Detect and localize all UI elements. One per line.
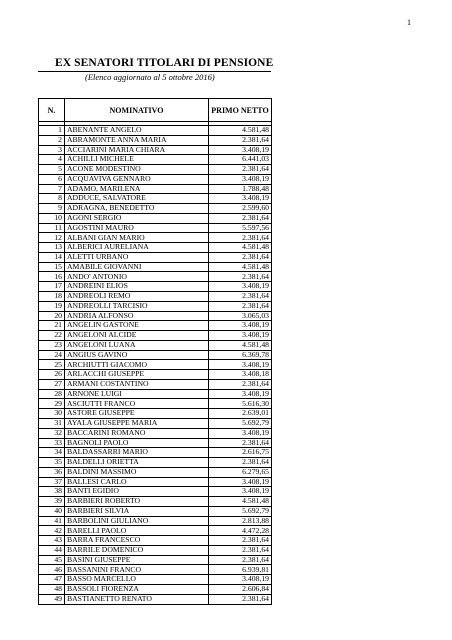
senator-name: BARRA FRANCESCO [65,536,209,546]
table-row [39,311,272,321]
row-number: 5 [39,165,65,175]
net-amount: 2.381,64 [209,165,272,175]
senator-name: BALDASSARRI MARIO [65,448,209,458]
net-amount: 3.408,19 [209,477,272,487]
row-number: 24 [39,350,65,360]
column-header-amount: PRIMO NETTO [209,99,272,122]
senator-name: ANGIUS GAVINO [65,350,209,360]
senator-name: ARMANI COSTANTINO [65,379,209,389]
table-row [39,252,272,262]
table-row [39,584,272,594]
net-amount: 2.381,64 [209,458,272,468]
table-row [39,399,272,409]
senator-name: ABENANTE ANGELO [65,126,209,136]
table-row [39,477,272,487]
senator-name: ABRAMONTE ANNA MARIA [65,135,209,145]
senator-name: ALETTI URBANO [65,252,209,262]
senator-name: ACONE MODESTINO [65,165,209,175]
senator-name: ANGELONI LUANA [65,340,209,350]
row-number: 3 [39,145,65,155]
net-amount: 5.692,79 [209,418,272,428]
net-amount: 2.381,64 [209,545,272,555]
net-amount: 2.381,64 [209,213,272,223]
senator-name: ANDO' ANTONIO [65,272,209,282]
table-row [39,467,272,477]
senator-name: ADAMO, MARILENA [65,184,209,194]
senator-name: BASSO MARCELLO [65,575,209,585]
net-amount: 2.606,84 [209,584,272,594]
row-number: 13 [39,243,65,253]
net-amount: 2.639,01 [209,409,272,419]
senator-name: BASINI GIUSEPPE [65,555,209,565]
senator-name: ARCHIUTTI GIACOMO [65,360,209,370]
net-amount: 2.381,64 [209,272,272,282]
table-row [39,145,272,155]
net-amount: 2.381,64 [209,135,272,145]
row-number: 10 [39,213,65,223]
row-number: 30 [39,409,65,419]
table-header-row [39,99,272,122]
table-row [39,497,272,507]
table-row [39,594,272,604]
senator-name: BALDINI MASSIMO [65,467,209,477]
row-number: 22 [39,331,65,341]
table-row [39,331,272,341]
senator-name: BASTIANETTO RENATO [65,594,209,604]
senator-name: BARBIERI ROBERTO [65,497,209,507]
net-amount: 3.408,19 [209,428,272,438]
senator-name: BALDELLI ORIETTA [65,458,209,468]
table-row [39,282,272,292]
net-amount: 3.408,19 [209,145,272,155]
senator-name: AGONI SERGIO [65,213,209,223]
row-number: 7 [39,184,65,194]
senator-name: ANDREOLLI TARCISIO [65,301,209,311]
table-row [39,321,272,331]
senator-name: BARBOLINI GIULIANO [65,516,209,526]
table-row [39,379,272,389]
row-number: 17 [39,282,65,292]
column-header-number: N. [39,99,65,122]
table-row [39,487,272,497]
senator-name: ANDREINI ELIOS [65,282,209,292]
table-row [39,243,272,253]
row-number: 25 [39,360,65,370]
row-number: 39 [39,497,65,507]
table-row [39,438,272,448]
table-row [39,409,272,419]
net-amount: 4.581,48 [209,497,272,507]
row-number: 23 [39,340,65,350]
senator-name: ALBANI GIAN MARIO [65,233,209,243]
net-amount: 2.381,64 [209,594,272,604]
table-row [39,575,272,585]
net-amount: 2.381,64 [209,379,272,389]
net-amount: 2.813,88 [209,516,272,526]
row-number: 46 [39,565,65,575]
table-row [39,506,272,516]
row-number: 32 [39,428,65,438]
net-amount: 4.581,48 [209,243,272,253]
table-row [39,555,272,565]
row-number: 49 [39,594,65,604]
table-row [39,428,272,438]
table-row [39,516,272,526]
table-row [39,418,272,428]
column-header-name: NOMINATIVO [65,99,209,122]
net-amount: 6.369,78 [209,350,272,360]
table-row [39,165,272,175]
row-number: 42 [39,526,65,536]
row-number: 31 [39,418,65,428]
net-amount: 3.408,19 [209,174,272,184]
table-row [39,135,272,145]
net-amount: 5.597,56 [209,223,272,233]
senator-name: BAGNOLI PAOLO [65,438,209,448]
net-amount: 4.581,48 [209,340,272,350]
senator-name: ASTORE GIUSEPPE [65,409,209,419]
table-row [39,155,272,165]
row-number: 26 [39,370,65,380]
net-amount: 3.408,19 [209,194,272,204]
row-number: 41 [39,516,65,526]
row-number: 44 [39,545,65,555]
net-amount: 3.408,19 [209,389,272,399]
table-row [39,545,272,555]
net-amount: 4.581,48 [209,126,272,136]
senator-name: BASSANINI FRANCO [65,565,209,575]
row-number: 19 [39,301,65,311]
table-body [39,126,272,605]
row-number: 9 [39,204,65,214]
table-row [39,292,272,302]
row-number: 36 [39,467,65,477]
table-row [39,458,272,468]
net-amount: 2.381,64 [209,292,272,302]
table-row [39,174,272,184]
senator-name: ACCIARINI MARIA CHIARA [65,145,209,155]
senator-name: ANGELIN GASTONE [65,321,209,331]
row-number: 21 [39,321,65,331]
row-number: 11 [39,223,65,233]
net-amount: 3.408,19 [209,321,272,331]
net-amount: 3.408,18 [209,370,272,380]
table-row [39,340,272,350]
table-row [39,370,272,380]
net-amount: 2.599,60 [209,204,272,214]
net-amount: 2.381,64 [209,555,272,565]
senator-name: ANGELONI ALCIDE [65,331,209,341]
row-number: 43 [39,536,65,546]
net-amount: 4.581,48 [209,262,272,272]
table-row [39,272,272,282]
net-amount: 4.472,28 [209,526,272,536]
senator-name: ACQUAVIVA GENNARO [65,174,209,184]
net-amount: 1.788,48 [209,184,272,194]
row-number: 29 [39,399,65,409]
net-amount: 6.279,65 [209,467,272,477]
senator-name: AMABILE GIOVANNI [65,262,209,272]
net-amount: 6.441,03 [209,155,272,165]
net-amount: 5.692,79 [209,506,272,516]
table-row [39,194,272,204]
senator-name: ACHILLI MICHELE [65,155,209,165]
senator-name: ALBERICI AURELIANA [65,243,209,253]
senator-name: BANTI EGIDIO [65,487,209,497]
table-row [39,301,272,311]
pension-table [38,98,272,605]
senator-name: BASSOLI FIORENZA [65,584,209,594]
row-number: 38 [39,487,65,497]
row-number: 15 [39,262,65,272]
row-number: 16 [39,272,65,282]
row-number: 47 [39,575,65,585]
net-amount: 2.381,64 [209,536,272,546]
net-amount: 2.381,64 [209,233,272,243]
table-row [39,213,272,223]
row-number: 2 [39,135,65,145]
row-number: 45 [39,555,65,565]
senator-name: AYALA GIUSEPPE MARIA [65,418,209,428]
table-row [39,223,272,233]
table-row [39,233,272,243]
senator-name: AGOSTINI MAURO [65,223,209,233]
senator-name: ADDUCE, SALVATORE [65,194,209,204]
net-amount: 3.408,19 [209,282,272,292]
row-number: 37 [39,477,65,487]
row-number: 35 [39,458,65,468]
net-amount: 3.408,19 [209,575,272,585]
page-number: 1 [407,18,411,27]
table-row [39,262,272,272]
senator-name: BALLESI CARLO [65,477,209,487]
senator-name: BARELLI PAOLO [65,526,209,536]
table-row [39,126,272,136]
table-row [39,350,272,360]
row-number: 34 [39,448,65,458]
net-amount: 2.381,64 [209,301,272,311]
table-row [39,204,272,214]
net-amount: 2.616,75 [209,448,272,458]
table-row [39,360,272,370]
row-number: 20 [39,311,65,321]
senator-name: ASCIUTTI FRANCO [65,399,209,409]
net-amount: 3.408,19 [209,487,272,497]
row-number: 18 [39,292,65,302]
table-row [39,526,272,536]
net-amount: 5.616,30 [209,399,272,409]
senator-name: ANDREOLI REMO [65,292,209,302]
row-number: 6 [39,174,65,184]
senator-name: BARRILE DOMENICO [65,545,209,555]
net-amount: 3.408,19 [209,331,272,341]
row-number: 40 [39,506,65,516]
row-number: 12 [39,233,65,243]
table-row [39,448,272,458]
table-row [39,389,272,399]
senator-name: BARBIERI SILVIA [65,506,209,516]
row-number: 48 [39,584,65,594]
row-number: 1 [39,126,65,136]
row-number: 27 [39,379,65,389]
row-number: 33 [39,438,65,448]
document-title: EX SENATORI TITOLARI DI PENSIONE [55,57,274,69]
row-number: 4 [39,155,65,165]
net-amount: 2.381,64 [209,252,272,262]
senator-name: BACCARINI ROMANO [65,428,209,438]
net-amount: 2.381,64 [209,438,272,448]
senator-name: ANDRIA ALFONSO [65,311,209,321]
table-row [39,184,272,194]
net-amount: 3.065,03 [209,311,272,321]
row-number: 14 [39,252,65,262]
table-row [39,565,272,575]
row-number: 28 [39,389,65,399]
senator-name: ADRAGNA, BENEDETTO [65,204,209,214]
senator-name: ARLACCHI GIUSEPPE [65,370,209,380]
net-amount: 6.939,81 [209,565,272,575]
document-subtitle: (Elenco aggiornato al 5 ottobre 2016) [85,72,215,82]
net-amount: 3.408,19 [209,360,272,370]
table-row [39,536,272,546]
senator-name: ARNONE LUIGI [65,389,209,399]
row-number: 8 [39,194,65,204]
